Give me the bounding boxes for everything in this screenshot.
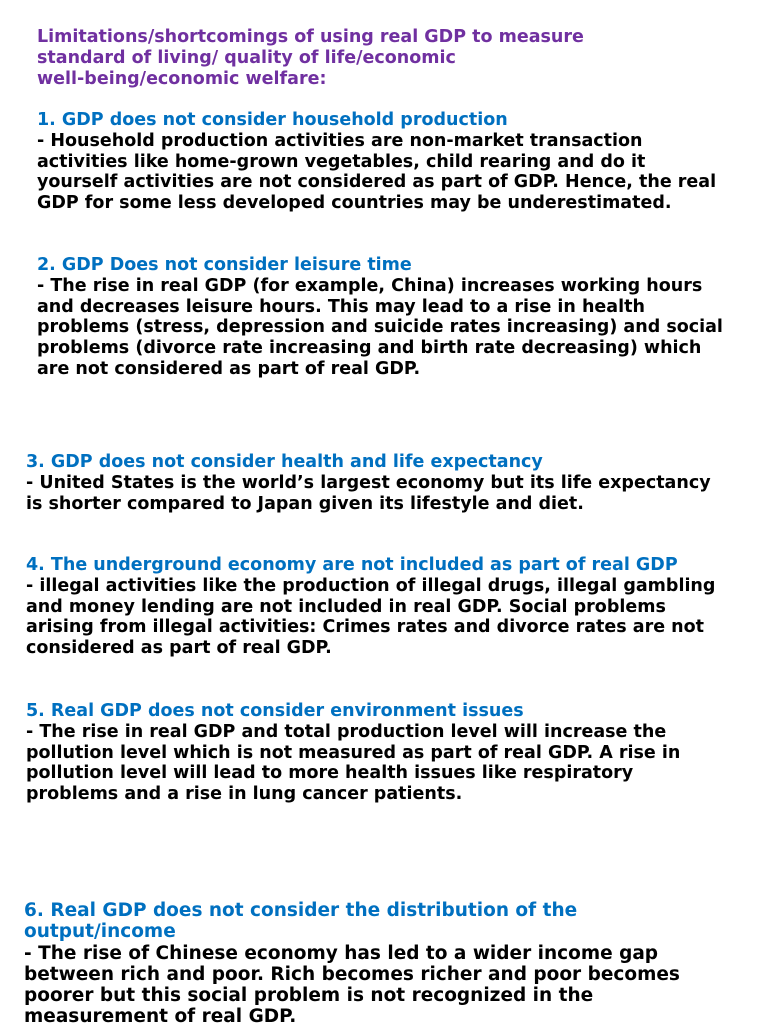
section-income-distribution bbox=[24, 900, 724, 1028]
section-body: - Household production activities are non-market transaction activities like home-grown vegetables, child rearing and do it yourself activities are not considered as part of GDP. Hence, the real GDP for some less developed countries may be underestimated. bbox=[37, 130, 717, 214]
section-body: - The rise of Chinese economy has led to a wider income gap between rich and poor. Rich becomes richer and poor becomes poorer but this social problem is not recognized in the measurement of real GDP. bbox=[24, 942, 680, 1028]
section-heading: 5. Real GDP does not consider environment issues bbox=[26, 701, 524, 721]
section-heading: 6. Real GDP does not consider the distribution of the output/income bbox=[24, 900, 578, 943]
section-body: - The rise in real GDP (for example, China) increases working hours and decreases leisure hours. This may lead to a rise in health problems (stress, depression and suicide rates increasing) and social problems (divorce rate increasing and birth rate decreasing) which are not considered as part of real GDP. bbox=[37, 275, 723, 379]
section-heading: 2. GDP Does not consider leisure time bbox=[37, 255, 412, 275]
section-health-life-expectancy bbox=[26, 452, 716, 514]
section-household-production bbox=[37, 110, 727, 214]
section-body: - United States is the world’s largest economy but its life expectancy is shorter compared to Japan given its lifestyle and diet. bbox=[26, 472, 711, 514]
section-leisure-time bbox=[37, 255, 727, 380]
page-title: Limitations/shortcomings of using real GDP to measure standard of living/ quality of life/economic well-being/economic welfare: bbox=[37, 27, 584, 89]
section-heading: 3. GDP does not consider health and life expectancy bbox=[26, 452, 543, 472]
section-heading: 1. GDP does not consider household production bbox=[37, 110, 508, 130]
section-underground-economy bbox=[26, 555, 716, 659]
section-heading: 4. The underground economy are not included as part of real GDP bbox=[26, 555, 678, 575]
section-body: - The rise in real GDP and total production level will increase the pollution level which is not measured as part of real GDP. A rise in pollution level will lead to more health issues like respiratory problems and a rise in lung cancer patients. bbox=[26, 721, 681, 805]
section-environment-issues bbox=[26, 701, 716, 805]
section-body: - illegal activities like the production of illegal drugs, illegal gambling and money lending are not included in real GDP. Social problems arising from illegal activities: Crimes rates and divorce rates are not considered as part of real GDP. bbox=[26, 575, 716, 659]
